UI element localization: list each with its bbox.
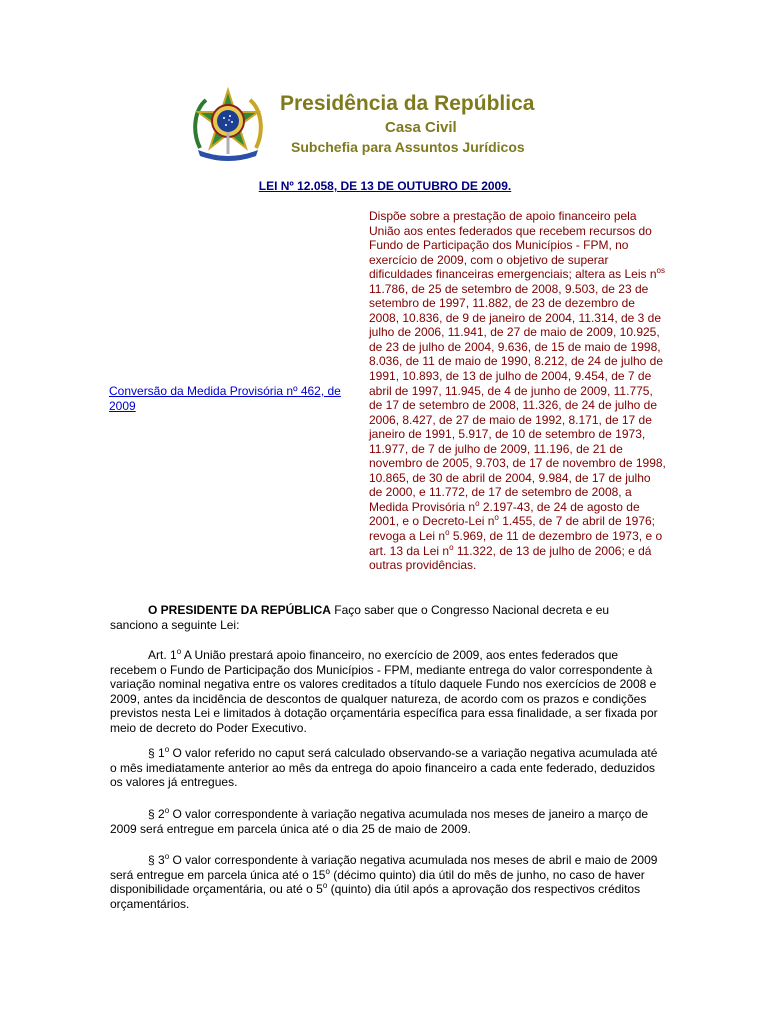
paragraph-2 (110, 807, 660, 836)
ementa-sup: o (475, 498, 480, 508)
paragraph-text: O valor correspondente à variação negativa acumulada nos meses de janeiro a março de 2009 será entregue em parcela única até o dia 25 de maio de 2009. (110, 807, 649, 836)
paragraph-label: § 3 (148, 853, 165, 867)
preamble-text: Faço saber que o Congresso Nacional decreta e eu sanciono a seguinte Lei: (110, 603, 610, 632)
conversion-link[interactable]: Conversão da Medida Provisória nº 462, de 2009 (109, 384, 341, 413)
paragraph-text: O valor referido no caput será calculado observando-se a variação negativa acumulada até o mês imediatamente anterior ao mês da entrega do apoio financeiro a cada ente federado, deduzidos os valores já entregues. (110, 746, 658, 789)
ementa-text: 1.455, de 7 de abril de 1976; revoga a Lei n (369, 514, 655, 544)
ementa-sup: o (445, 528, 450, 538)
paragraph-label: § 2 (148, 807, 165, 821)
ordinal-sup: o (164, 745, 170, 754)
paragraph-1 (110, 746, 660, 790)
preamble (110, 603, 660, 632)
ementa-text: 2.197-43, de 24 de agosto de 2001, e o Decreto-Lei n (369, 499, 640, 529)
paragraph-text: (décimo quinto) dia útil do mês de junho, no caso de haver disponibilidade orçamentária, ou até o 5 (110, 867, 645, 896)
paragraph-text: O valor correspondente à variação negativa acumulada nos meses de abril e maio de 2009 será entregue em parcela única até o 15 (110, 853, 658, 882)
ementa-text: 11.786, de 25 de setembro de 2008, 9.503, de 23 de setembro de 1997, 11.882, de 23 de dezembro de 2008, 10.836, de 9 de janeiro de 2004, 11.314, de 3 de julho de 2006, 11.941, de 27 de maio de 2009, 10.925, de 23 de julho de 2004, 9.636, de 15 de maio de 1998, 8.036, de 11 de maio de 1990, 8.212, de 24 de julho de 1991, 10.893, de 13 de julho de 2004, 9.454, de 7 de abril de 1997, 11.945, de 4 de junho de 2009, 11.775, de 17 de setembro de 2008, 11.326, de 24 de julho de 2006, 8.427, de 27 de maio de 1992, 8.171, de 17 de janeiro de 1991, 5.917, de 10 de setembro de 1973, 11.977, de 7 de julho de 2009, 11.196, de 21 de novembro de 2005, 9.703, de 17 de novembro de 1998, 10.865, de 30 de abril de 2004, 9.984, de 17 de julho de 2000, e 11.772, de 17 de setembro de 2008, a Medida Provisória n (369, 281, 666, 514)
institution-subtitle: Casa Civil (385, 119, 457, 136)
coat-of-arms-icon (190, 86, 266, 162)
paragraph-text: (quinto) dia útil após a aprovação dos respectivos créditos orçamentários. (110, 882, 641, 911)
ementa-sup: o (449, 542, 454, 552)
paragraph-3 (110, 853, 660, 911)
article-label: Art. 1 (148, 648, 177, 662)
ordinal-sup: o (164, 852, 170, 861)
ordinal-sup: o (322, 881, 328, 890)
department-name: Subchefia para Assuntos Jurídicos (291, 139, 525, 155)
preamble-president: O PRESIDENTE DA REPÚBLICA (148, 603, 331, 617)
article-1 (110, 648, 660, 735)
ementa-text: Dispõe sobre a prestação de apoio financeiro pela União aos entes federados que recebem recursos do Fundo de Participação dos Municípios - FPM, no exercício de 2009, com o objetivo de superar dificuldades financeiras emergenciais; altera as Leis n (369, 209, 657, 282)
paragraph-label: § 1 (148, 746, 165, 760)
institution-title: Presidência da República (280, 92, 535, 115)
ordinal-sup: o (176, 647, 182, 656)
ementa-text: 11.322, de 13 de julho de 2006; e dá outras providências. (369, 543, 652, 573)
ordinal-sup: o (164, 806, 170, 815)
ementa-sup: os (656, 266, 665, 276)
ementa-text: 5.969, de 11 de dezembro de 1973, e o art. 13 da Lei n (369, 529, 663, 558)
ordinal-sup: o (325, 866, 330, 876)
article-text: A União prestará apoio financeiro, no exercício de 2009, aos entes federados que recebem o Fundo de Participação dos Municípios - FPM, mediante entrega do valor correspondente à variação nominal negativa entre os valores creditados a título daquele Fundo nos exercícios de 2008 e 2009, antes da incidência de descontos de qualquer natureza, de acordo com os prazos e condições previstos nesta Lei e limitados à dotação orçamentária específica para essa finalidade, a ser fixada por meio de decreto do Poder Executivo. (110, 648, 658, 735)
law-title-link[interactable]: LEI Nº 12.058, DE 13 DE OUTUBRO DE 2009. (258, 179, 512, 193)
ementa (369, 209, 667, 573)
ementa-sup: o (494, 513, 499, 523)
header (190, 86, 590, 166)
